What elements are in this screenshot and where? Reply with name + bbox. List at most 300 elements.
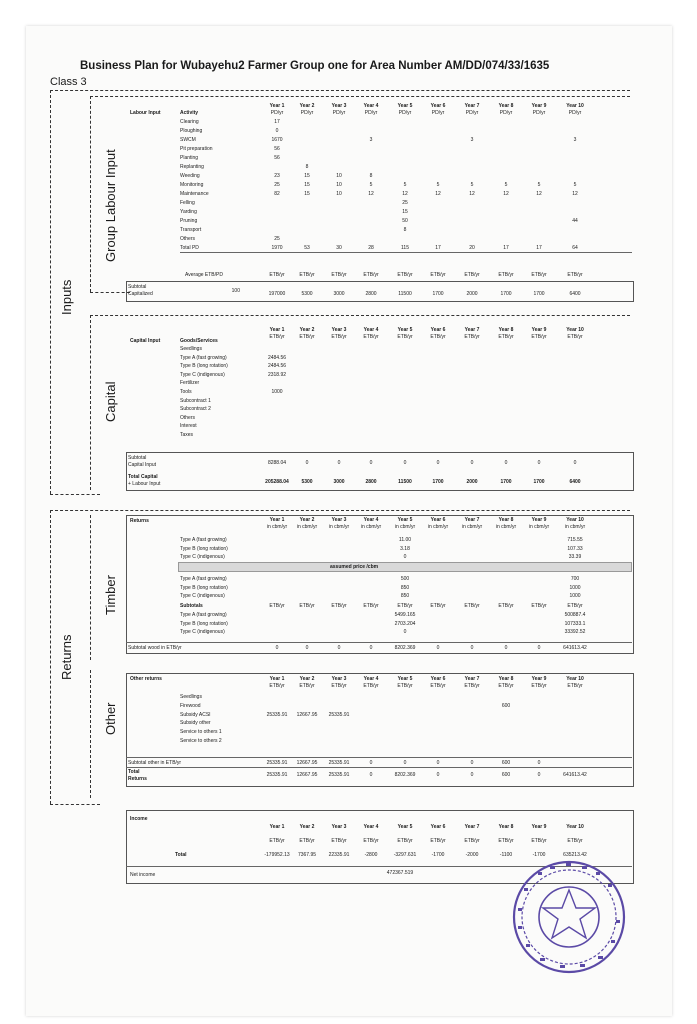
labour-activity-label: SWCM xyxy=(180,137,196,143)
timber-year-header: Year 1 xyxy=(269,517,285,523)
capital-unit-header: ETB/yr xyxy=(567,334,583,340)
timber-subtotal-cell: 0 xyxy=(369,645,373,651)
timber-etb-unit: ETB/yr xyxy=(397,603,413,609)
timber-box xyxy=(126,515,634,654)
goods-services-header: Goods/Services xyxy=(180,338,218,344)
labour-capitalized-cell: 1700 xyxy=(500,291,512,297)
other-year-header: Year 6 xyxy=(430,676,446,682)
capital-cell: 2318.92 xyxy=(267,371,287,378)
labour-capitalized-cell: 197000 xyxy=(268,291,286,297)
labour-cell: 28 xyxy=(368,245,374,251)
capital-unit-header: ETB/yr xyxy=(531,334,547,340)
other-item-label: Service to others 1 xyxy=(180,729,222,736)
labour-capitalized-cell: 2800 xyxy=(365,291,377,297)
capital-subtotal-cell: 0 xyxy=(504,460,508,466)
timber-etb-y10: 500887.4 xyxy=(564,612,586,618)
returns-top-border xyxy=(50,510,630,511)
other-subtotal-cell: 600 xyxy=(501,760,511,766)
labour-year-header: Year 10 xyxy=(566,103,584,109)
labour-year-header: Year 8 xyxy=(498,103,514,109)
capital-item-label: Tools xyxy=(180,389,192,395)
capital-unit-header: ETB/yr xyxy=(299,334,315,340)
timber-price-label: Type C (indigenous) xyxy=(180,593,225,599)
other-subtotal-cell: 0 xyxy=(403,760,407,766)
capital-item-label: Subcontract 2 xyxy=(180,406,211,413)
capital-subtotal-cell: 0 xyxy=(573,460,577,466)
labour-unit-header: PD/yr xyxy=(532,110,546,116)
other-section-label: Other xyxy=(103,702,118,735)
total-capital-cell: 1700 xyxy=(432,479,444,485)
total-returns-cell: 8202.369 xyxy=(394,772,416,778)
timber-cbm-label: Type B (long rotation) xyxy=(180,545,228,552)
labour-cell: 25 xyxy=(274,182,280,188)
labour-cell: 17 xyxy=(536,245,542,251)
other-item-label: Firewood xyxy=(180,702,201,709)
labour-cell: 25 xyxy=(402,200,408,206)
labour-activity-label: Others xyxy=(180,236,196,242)
inputs-bottom-border xyxy=(50,494,100,495)
labour-year-header: Year 5 xyxy=(397,103,413,109)
timber-subtotal-cell: 0 xyxy=(275,645,279,651)
capital-unit-header: ETB/yr xyxy=(430,334,446,340)
income-year-header: Year 2 xyxy=(299,824,315,830)
labour-etb-unit: ETB/yr xyxy=(397,272,413,278)
other-cell: 12667.95 xyxy=(296,711,318,718)
other-unit-header: ETB/yr xyxy=(464,683,480,689)
total-capital-cell: 1700 xyxy=(500,479,512,485)
capital-subtotal-cell: 8288.04 xyxy=(267,460,287,466)
total-capital-cell: 2800 xyxy=(365,479,377,485)
income-year-header: Year 8 xyxy=(498,824,514,830)
total-capital-label: Total Capital xyxy=(128,474,158,480)
activity-header: Activity xyxy=(180,110,199,116)
assumed-price-header: assumed price /cbm xyxy=(330,564,379,570)
labour-subtotal-label: Subtotal xyxy=(128,284,147,290)
labour-cell: 12 xyxy=(435,191,441,197)
capital-year-header: Year 7 xyxy=(464,327,480,333)
labour-unit-header: PD/yr xyxy=(332,110,346,116)
capital-item-label: Taxes xyxy=(180,432,194,438)
capital-left-border xyxy=(90,315,91,490)
labour-activity-label: Maintenance xyxy=(180,191,209,197)
labour-cell: 56 xyxy=(274,146,280,152)
labour-etb-unit: ETB/yr xyxy=(299,272,315,278)
other-subtotal-rule xyxy=(126,757,632,758)
timber-year-header: Year 7 xyxy=(464,517,480,523)
timber-cbm-label: Type C (indigenous) xyxy=(180,554,225,560)
income-year-header: Year 4 xyxy=(363,824,379,830)
labour-capitalized-cell: 1700 xyxy=(533,291,545,297)
other-unit-header: ETB/yr xyxy=(363,683,379,689)
capital-year-header: Year 1 xyxy=(269,327,285,333)
labour-capitalized-label: Capitalized xyxy=(128,291,153,297)
timber-unit-header: in cbm/yr xyxy=(461,524,483,530)
capital-section-label: Capital xyxy=(103,381,118,422)
income-year-header: Year 3 xyxy=(331,824,347,830)
labour-cell: 10 xyxy=(336,182,342,188)
labour-cell: 8 xyxy=(305,164,309,170)
labour-cell: 5 xyxy=(470,182,474,188)
labour-cell: 5 xyxy=(504,182,508,188)
capital-item-label: Type A (fast growing) xyxy=(180,354,227,361)
labour-activity-label: Yarding xyxy=(180,209,197,215)
timber-price-y10: 1000 xyxy=(569,584,581,591)
timber-price-label: Type B (long rotation) xyxy=(180,584,228,591)
labour-unit-header: PD/yr xyxy=(499,110,513,116)
capital-item-label: Others xyxy=(180,414,196,421)
timber-year-header: Year 3 xyxy=(331,517,347,523)
labour-cell: 17 xyxy=(274,119,280,125)
capital-cell: 2484.56 xyxy=(267,354,287,361)
net-income-label: Net income xyxy=(130,872,156,878)
labour-etb-unit: ETB/yr xyxy=(331,272,347,278)
labour-cell: 17 xyxy=(435,245,441,251)
capital-subtotal-cell: 0 xyxy=(436,460,440,466)
labour-bottom-border xyxy=(90,292,130,293)
labour-capitalized-cell: 1700 xyxy=(432,291,444,297)
returns-bottom-border xyxy=(50,804,100,805)
income-cell: 7367.95 xyxy=(297,852,317,858)
total-capital-cell: 11500 xyxy=(398,479,412,485)
income-total-label: Total xyxy=(175,852,187,858)
timber-cbm-y10: 33.39 xyxy=(568,554,582,560)
timber-year-header: Year 8 xyxy=(498,517,514,523)
total-returns-cell: 25335.91 xyxy=(266,772,288,778)
timber-etb-label: Type C (indigenous) xyxy=(180,629,225,635)
timber-cbm-y5: 3.18 xyxy=(400,545,410,552)
labour-cell: 0 xyxy=(275,128,279,134)
capital-item-label: Type B (long rotation) xyxy=(180,363,228,370)
other-subtotal-cell: 0 xyxy=(470,760,474,766)
labour-activity-label: Ploughing xyxy=(180,128,203,134)
labour-cell: 15 xyxy=(304,173,310,179)
timber-unit-header: in cbm/yr xyxy=(495,524,517,530)
returns-header: Returns xyxy=(130,518,149,524)
other-cell: 25335.91 xyxy=(328,711,350,718)
income-cell: -1700 xyxy=(431,852,445,858)
income-unit-header: ETB/yr xyxy=(363,838,379,844)
income-cell: -2800 xyxy=(364,852,378,858)
labour-cell: 10 xyxy=(336,191,342,197)
labour-cell: 12 xyxy=(572,191,578,197)
total-capital-label-2: + Labour Input xyxy=(128,481,161,487)
timber-cbm-label: Type A (fast growing) xyxy=(180,537,227,543)
returns-section-label: Returns xyxy=(59,634,74,680)
capital-subtotal-cell: 0 xyxy=(537,460,541,466)
timber-left-border xyxy=(90,515,91,660)
timber-unit-header: in cbm/yr xyxy=(564,524,586,530)
income-unit-header: ETB/yr xyxy=(498,838,514,844)
capital-item-label: Subcontract 1 xyxy=(180,397,211,404)
capital-year-header: Year 3 xyxy=(331,327,347,333)
other-unit-header: ETB/yr xyxy=(331,683,347,689)
timber-subtotal-cell: 0 xyxy=(436,645,440,651)
labour-activity-label: Pruning xyxy=(180,218,198,224)
timber-etb-unit: ETB/yr xyxy=(331,603,347,609)
income-unit-header: ETB/yr xyxy=(269,838,285,844)
other-unit-header: ETB/yr xyxy=(531,683,547,689)
total-returns-cell: 12667.95 xyxy=(296,772,318,778)
labour-cell: 44 xyxy=(572,218,578,224)
timber-etb-unit: ETB/yr xyxy=(269,603,285,609)
timber-year-header: Year 4 xyxy=(363,517,379,523)
income-unit-header: ETB/yr xyxy=(331,838,347,844)
capital-subtotal-cell: 0 xyxy=(305,460,309,466)
labour-unit-header: PD/yr xyxy=(270,110,284,116)
timber-etb-unit: ETB/yr xyxy=(299,603,315,609)
labour-etb-unit: ETB/yr xyxy=(498,272,514,278)
average-etb-label: Average ETB/PD xyxy=(185,272,223,278)
labour-cell: 23 xyxy=(274,173,280,179)
labour-cell: 3 xyxy=(573,137,577,143)
timber-year-header: Year 9 xyxy=(531,517,547,523)
net-income-value: 472367.519 xyxy=(386,870,414,876)
timber-etb-label: Type B (long rotation) xyxy=(180,620,228,627)
timber-year-header: Year 10 xyxy=(566,517,584,523)
timber-year-header: Year 2 xyxy=(299,517,315,523)
income-unit-header: ETB/yr xyxy=(464,838,480,844)
timber-unit-header: in cbm/yr xyxy=(296,524,318,530)
labour-cell: 1670 xyxy=(271,137,283,143)
capital-year-header: Year 9 xyxy=(531,327,547,333)
timber-etb-y5: 5499.165 xyxy=(394,612,416,618)
other-subtotal-cell: 25335.91 xyxy=(328,760,350,766)
inputs-left-border xyxy=(50,90,51,494)
returns-left-border xyxy=(50,510,51,804)
other-year-header: Year 9 xyxy=(531,676,547,682)
income-year-header: Year 10 xyxy=(566,824,584,830)
labour-capitalized-cell: 2000 xyxy=(466,291,478,297)
labour-cell: 25 xyxy=(274,236,280,242)
income-unit-header: ETB/yr xyxy=(299,838,315,844)
page-title: Business Plan for Wubayehu2 Farmer Group one for Area Number AM/DD/074/33/1635 xyxy=(80,60,550,72)
labour-unit-header: PD/yr xyxy=(465,110,479,116)
labour-cell: 12 xyxy=(536,191,542,197)
labour-activity-label: Clearing xyxy=(180,119,199,125)
other-left-border xyxy=(90,670,91,798)
income-cell: -2000 xyxy=(465,852,479,858)
capital-unit-header: ETB/yr xyxy=(363,334,379,340)
labour-cell: 5 xyxy=(369,182,373,188)
labour-cell: 53 xyxy=(304,245,310,251)
capital-subtotal-cell: 0 xyxy=(470,460,474,466)
labour-unit-header: PD/yr xyxy=(364,110,378,116)
labour-cell: 5 xyxy=(403,182,407,188)
labour-year-header: Year 4 xyxy=(363,103,379,109)
timber-subtotal-cell: 0 xyxy=(504,645,508,651)
labour-cell: 5 xyxy=(537,182,541,188)
timber-unit-header: in cbm/yr xyxy=(360,524,382,530)
capital-subtotal-cell: 0 xyxy=(337,460,341,466)
income-unit-header: ETB/yr xyxy=(397,838,413,844)
capital-unit-header: ETB/yr xyxy=(331,334,347,340)
income-cell: -179952.13 xyxy=(264,852,290,858)
income-cell: -1700 xyxy=(532,852,546,858)
income-unit-header: ETB/yr xyxy=(430,838,446,844)
timber-section-label: Timber xyxy=(103,575,118,615)
other-year-header: Year 4 xyxy=(363,676,379,682)
labour-cell: 5 xyxy=(436,182,440,188)
income-label: Income xyxy=(130,816,148,822)
total-returns-cell: 0 xyxy=(369,772,373,778)
labour-activity-label: Replanting xyxy=(180,164,204,170)
income-year-header: Year 6 xyxy=(430,824,446,830)
timber-etb-unit: ETB/yr xyxy=(498,603,514,609)
capital-year-header: Year 5 xyxy=(397,327,413,333)
labour-activity-label: Felling xyxy=(180,200,195,206)
labour-etb-unit: ETB/yr xyxy=(464,272,480,278)
class-label: Class 3 xyxy=(50,76,87,88)
capital-header: Capital Input xyxy=(130,338,161,344)
timber-subtotal-cell: 0 xyxy=(470,645,474,651)
other-unit-header: ETB/yr xyxy=(498,683,514,689)
other-year-header: Year 8 xyxy=(498,676,514,682)
total-capital-cell: 205288.04 xyxy=(265,479,289,485)
inputs-section-label: Inputs xyxy=(59,279,74,315)
labour-year-header: Year 7 xyxy=(464,103,480,109)
capital-cell: 2484.56 xyxy=(267,363,287,370)
other-subtotal-cell: 0 xyxy=(436,760,440,766)
other-subtotal-cell: 0 xyxy=(537,760,541,766)
labour-left-border xyxy=(90,96,91,292)
other-subtotal-label: Subtotal other in ETB/yr xyxy=(128,760,182,766)
labour-cell: 20 xyxy=(469,245,475,251)
other-year-header: Year 3 xyxy=(331,676,347,682)
other-returns-box xyxy=(126,673,634,787)
timber-subtotal-cell: 0 xyxy=(305,645,309,651)
labour-activity-label: Planting xyxy=(180,155,199,161)
labour-cell: 17 xyxy=(503,245,509,251)
timber-cbm-y5: 0 xyxy=(403,554,407,560)
labour-cell: 3 xyxy=(470,137,474,143)
other-item-label: Subsidy ACSI xyxy=(180,711,211,718)
labour-cell: 12 xyxy=(469,191,475,197)
capital-subtotal-label: Subtotal xyxy=(128,455,147,461)
labour-etb-unit: ETB/yr xyxy=(269,272,285,278)
other-total-rule xyxy=(126,767,632,768)
timber-price-y10: 700 xyxy=(570,576,580,582)
timber-unit-header: in cbm/yr xyxy=(394,524,416,530)
other-item-label: Subsidy other xyxy=(180,720,211,727)
total-capital-cell: 2000 xyxy=(466,479,478,485)
labour-activity-label: Pit preparation xyxy=(180,146,213,152)
other-cell: 600 xyxy=(501,702,511,709)
official-seal xyxy=(510,858,628,976)
other-year-header: Year 5 xyxy=(397,676,413,682)
capital-year-header: Year 10 xyxy=(566,327,584,333)
total-returns-cell: 600 xyxy=(501,772,511,778)
labour-cell: 115 xyxy=(401,245,409,251)
timber-etb-y5: 2703.204 xyxy=(394,620,416,627)
income-year-header: Year 1 xyxy=(269,824,285,830)
timber-etb-unit: ETB/yr xyxy=(531,603,547,609)
capital-subtotal-cell: 0 xyxy=(369,460,373,466)
income-cell: -3297.631 xyxy=(393,852,417,858)
capital-top-border xyxy=(90,315,630,316)
timber-subtotal-label: Subtotal wood in ETB/yr xyxy=(128,645,182,651)
labour-cell: 15 xyxy=(402,209,408,215)
income-cell: 635213.42 xyxy=(563,852,587,858)
subtotals-label: Subtotals xyxy=(180,603,203,609)
income-cell: -1100 xyxy=(499,852,513,858)
capital-year-header: Year 4 xyxy=(363,327,379,333)
income-year-header: Year 7 xyxy=(464,824,480,830)
other-unit-header: ETB/yr xyxy=(567,683,583,689)
timber-price-y5: 500 xyxy=(400,576,410,582)
timber-etb-unit: ETB/yr xyxy=(363,603,379,609)
group-labour-section-label: Group Labour Input xyxy=(103,149,118,262)
labour-year-header: Year 6 xyxy=(430,103,446,109)
capital-unit-header: ETB/yr xyxy=(464,334,480,340)
timber-unit-header: in cbm/yr xyxy=(266,524,288,530)
capital-year-header: Year 8 xyxy=(498,327,514,333)
other-item-label: Service to others 2 xyxy=(180,738,222,744)
labour-cell: 5 xyxy=(573,182,577,188)
total-capital-cell: 6400 xyxy=(569,479,581,485)
timber-price-y5: 850 xyxy=(400,584,410,591)
other-returns-header: Other returns xyxy=(130,676,162,682)
capital-subtotal-box xyxy=(126,452,634,491)
labour-unit-header: PD/yr xyxy=(398,110,412,116)
labour-top-border xyxy=(90,96,630,97)
capital-subtotal-cell: 0 xyxy=(403,460,407,466)
labour-unit-header: PD/yr xyxy=(431,110,445,116)
labour-cell: 12 xyxy=(503,191,509,197)
labour-cell: 30 xyxy=(336,245,342,251)
timber-cbm-y10: 107.33 xyxy=(567,545,583,552)
total-returns-label: Total xyxy=(128,769,140,775)
timber-etb-y5: 0 xyxy=(403,629,407,635)
labour-capitalized-cell: 3000 xyxy=(333,291,345,297)
timber-unit-header: in cbm/yr xyxy=(328,524,350,530)
timber-unit-header: in cbm/yr xyxy=(528,524,550,530)
timber-cbm-y10: 715.55 xyxy=(567,537,583,543)
labour-cell: 8 xyxy=(369,173,373,179)
income-year-header: Year 5 xyxy=(397,824,413,830)
capital-item-label: Fertilizer xyxy=(180,380,200,387)
labour-year-header: Year 9 xyxy=(531,103,547,109)
labour-year-header: Year 3 xyxy=(331,103,347,109)
capital-item-label: Interest xyxy=(180,423,197,430)
labour-capitalized-cell: 5300 xyxy=(301,291,313,297)
total-returns-cell: 641613.42 xyxy=(563,772,587,778)
labour-etb-unit: ETB/yr xyxy=(363,272,379,278)
labour-unit-header: PD/yr xyxy=(300,110,314,116)
labour-activity-label: Transport xyxy=(180,227,202,233)
timber-cbm-y5: 11.00 xyxy=(398,537,412,543)
capital-item-label: Type C (indigenous) xyxy=(180,371,225,378)
labour-etb-unit: ETB/yr xyxy=(567,272,583,278)
other-unit-header: ETB/yr xyxy=(269,683,285,689)
labour-cell: 3 xyxy=(369,137,373,143)
income-unit-header: ETB/yr xyxy=(567,838,583,844)
labour-cell: 82 xyxy=(274,191,280,197)
labour-activity-label: Monitoring xyxy=(180,182,204,188)
labour-year-header: Year 1 xyxy=(269,103,285,109)
timber-year-header: Year 5 xyxy=(397,517,413,523)
labour-total-rule xyxy=(180,252,632,253)
timber-etb-unit: ETB/yr xyxy=(567,603,583,609)
timber-etb-label: Type A (fast growing) xyxy=(180,612,227,618)
timber-etb-y10: 33392.52 xyxy=(564,629,586,635)
labour-etb-unit: ETB/yr xyxy=(531,272,547,278)
other-item-label: Seedlings xyxy=(180,694,202,700)
labour-year-header: Year 2 xyxy=(299,103,315,109)
total-capital-cell: 5300 xyxy=(301,479,313,485)
capital-item-label: Seedlings xyxy=(180,346,202,352)
capital-input-label: Capital Input xyxy=(128,462,157,468)
total-returns-cell: 25335.91 xyxy=(328,772,350,778)
